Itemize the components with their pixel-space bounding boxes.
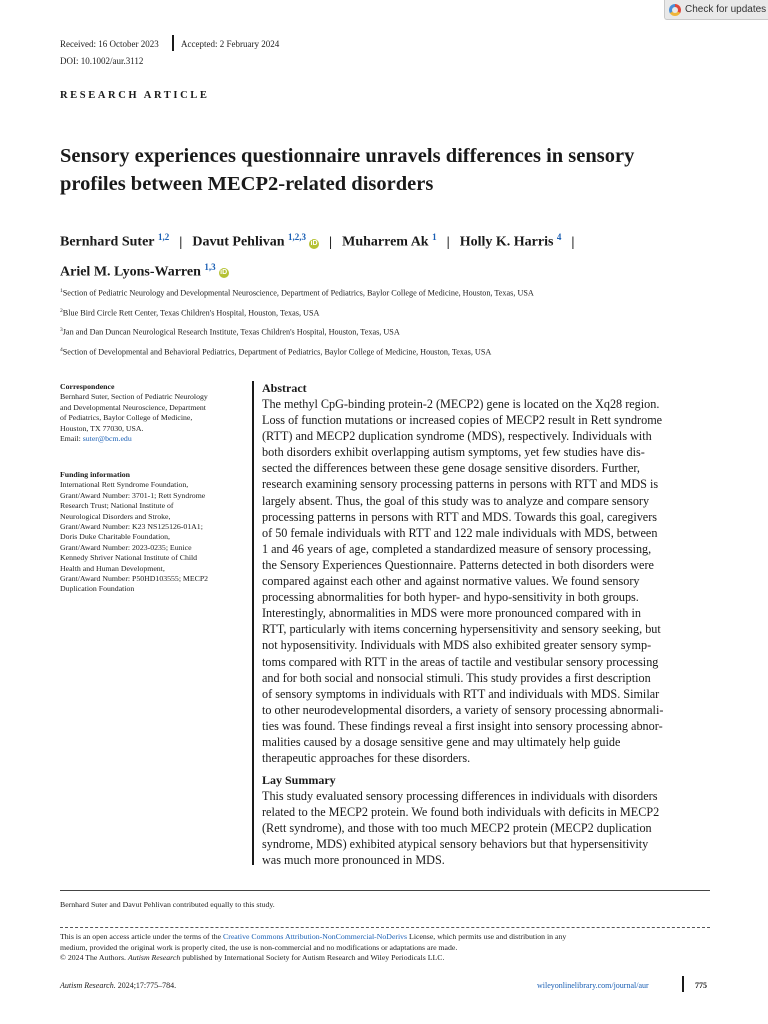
abstract-heading: Abstract — [262, 381, 307, 395]
affiliation-item: $^4$Section of Developmental and Behavioral Pediatrics, Department of Pediatrics, Baylor College of Medicine, Houston, Texas, USA — [60, 347, 492, 357]
affiliation-item: $^1$Section of Pediatric Neurology and Developmental Neuroscience, Department of Pediatrics, Baylor College of Medicine, Houston, Texas, USA — [60, 288, 534, 298]
author-affiliation: 1,2,3 — [288, 232, 307, 242]
title-line-1: Sensory experiences questionnaire unravels differences in sensory — [60, 145, 635, 167]
funding-block: Funding information International Rett Syndrome Foundation, Grant/Award Number: 3701-1; Rett Syndrome Research Trust; National Institute of Neurological Disorders and Stroke, Grant/Award Number: K23 NS125126-01A1; Doris Duke Charitable Foundation, Grant/Award Number: 2023-0235; Eunice Kennedy Shriver National Institute of Child Health and Human Development, Grant/Award Number: P50HD103555; MECP2 Duplication Foundation — [60, 470, 250, 595]
author-affiliation: 1,2 — [158, 232, 170, 242]
crossmark-icon — [669, 4, 681, 16]
license-block: This is an open access article under the terms of the Creative Commons Attribution-NonCommercial-NoDerivs License, which permits use and distribution in any medium, provided the original work is properly cited, the use is non-commercial and no modifications or adaptations are made. © 2024 The Authors. Autism Research published by International Society for Autism Research and Wiley Periodicals LLC. — [60, 932, 567, 962]
received-date: Received: 16 October 2023 — [60, 39, 159, 49]
journal-url[interactable]: wileyonlinelibrary.com/journal/aur — [537, 981, 649, 990]
orcid-icon[interactable]: iD — [310, 239, 318, 247]
affiliations — [60, 286, 750, 358]
email-link[interactable]: suter@bcm.edu — [82, 434, 132, 444]
abstract-section — [262, 381, 709, 766]
author-name: Muharrem Ak — [342, 234, 429, 250]
journal-name: Autism Research. — [60, 981, 116, 990]
check-for-updates-label: Check for updates — [685, 4, 767, 15]
correspondence-block: Correspondence Bernhard Suter, Section of Pediatric Neurology and Developmental Neuroscience, Department of Pediatrics, Baylor College of Medicine, Houston, TX 77030, USA. Email: suter@bcm.edu — [60, 382, 245, 444]
header-divider — [172, 35, 174, 51]
author-name: Davut Pehlivan — [192, 234, 285, 250]
abstract-text: The methyl CpG-binding protein-2 (MECP2) gene is located on the Xq28 region. Loss of function mutations or increased copies of MECP2 result in Rett syndrome (RTT) and MECP2 duplication syndrome (MDS), respectively. Individuals with both disorders exhibit overlapping autism symptoms, yet few studies have dis- sected the differences between these gene dosage sensitive disorders. Further, research examining sensory processing patterns in persons with RTT and MDS is largely absent. Thus, the goal of this study was to analyze and compare sensory processing patterns in persons with RTT and MDS. Towards this goal, caregivers of 50 female individuals with RTT and 122 male individuals with MDS, between 1 and 46 years of age, completed a standardized measure of sensory processing, the Sensory Experiences Questionnaire. Patterns detected in both disorders were compared against each other and against normative values. We found sensory processing abnormalities for both hyper- and hypo-sensitivity in both groups. Interestingly, abnormalities in MDS were more pronounced compared with in RTT, particularly with items concerning hypersensitivity and sensory seeking, but not hyposensitivity. Individuals with MDS also exhibited greater sensory symp- toms compared with RTT in the areas of tactile and vestibular sensory processing and for both social and nonsocial stimuli. This study provides a first description of sensory symptoms in individuals with RTT and individuals with MDS. Similar to other neurodevelopmental disorders, a variety of sensory processing abnormali- ties was found. These findings reveal a first insight into sensory processing abnor- malities caused by a dosage sensitive gene and may ultimately help guide therapeutic approaches for these disorders. — [262, 397, 664, 766]
author-affiliation: 4 — [556, 232, 562, 242]
lay-summary-heading: Lay Summary — [262, 773, 336, 787]
author-line-2 — [60, 255, 740, 285]
author-separator: | — [446, 234, 450, 250]
orcid-icon[interactable]: iD — [220, 269, 228, 277]
lay-summary-text: This study evaluated sensory processing differences in individuals with disorders related to the MECP2 protein. We found both individuals with deficits in MECP2 (Rett syndrome), and those with too much MECP2 protein (MECP2 duplication syndrome, MDS) exhibited atypical sensory behaviors but that hypersensitivity was much more pronounced in MDS. — [262, 789, 660, 868]
author-separator: | — [571, 234, 575, 250]
lay-summary-section — [262, 773, 709, 868]
journal-citation — [60, 981, 176, 990]
footer-divider — [682, 976, 684, 992]
author-affiliation: 1 — [432, 232, 437, 242]
doi: DOI: 10.1002/aur.3112 — [60, 56, 144, 66]
author-affiliation: 1,3 — [204, 261, 216, 272]
author-name: Holly K. Harris — [459, 234, 554, 250]
affiliation-item: $^3$Jan and Dan Duncan Neurological Research Institute, Texas Children's Hospital, Houston, Texas, USA — [60, 327, 400, 338]
author-list — [60, 225, 740, 284]
page-number: 775 — [695, 981, 707, 990]
footnote-rule — [60, 890, 710, 891]
correspondence-heading: Correspondence — [60, 382, 115, 391]
accepted-date: Accepted: 2 February 2024 — [181, 39, 280, 49]
author-separator: | — [329, 234, 333, 250]
article-type: RESEARCH ARTICLE — [60, 90, 210, 101]
citation: 2024;17:775–784. — [117, 981, 177, 990]
abstract-rule — [252, 381, 254, 865]
license-rule — [60, 927, 710, 928]
license-link[interactable]: Creative Commons Attribution-NonCommercial-NoDerivs — [223, 932, 408, 941]
article-title — [60, 142, 740, 198]
author-name: Ariel M. Lyons-Warren — [60, 264, 201, 280]
check-for-updates-button[interactable] — [664, 0, 768, 20]
author-separator: | — [179, 234, 183, 250]
title-line-2: profiles between MECP2-related disorders — [60, 173, 434, 195]
funding-heading: Funding information — [60, 470, 130, 479]
equal-contribution-note: Bernhard Suter and Davut Pehlivan contributed equally to this study. — [60, 900, 275, 909]
author-name: Bernhard Suter — [60, 234, 155, 250]
affiliation-item: $^2$Blue Bird Circle Rett Center, Texas Children's Hospital, Houston, Texas, USA — [60, 307, 320, 318]
author-line-1 — [60, 225, 740, 255]
